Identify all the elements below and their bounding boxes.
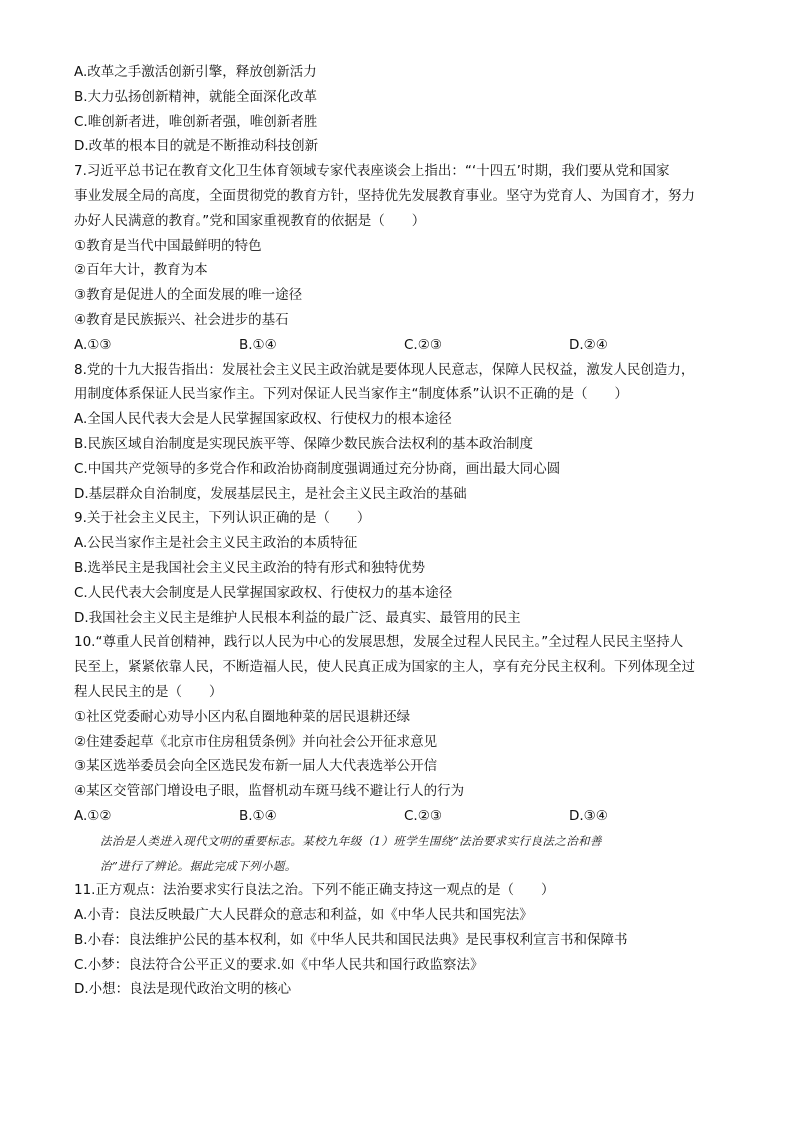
q10-stem-line-2: 民至上，紧紧依靠人民，不断造福人民，使人民真正成为国家的主人，享有充分民主权利。下列体现全过: [74, 659, 695, 676]
q7-item-4: ④教育是民族振兴、社会进步的基石: [74, 311, 289, 328]
q11-option-c: C.小梦：良法符合公平正义的要求.如《中华人民共和国行政监察法》: [74, 956, 484, 973]
q9-option-c: C.人民代表大会制度是人民掌握国家政权、行使权力的基本途径: [74, 584, 453, 601]
q11-option-d: D.小想：良法是现代政治文明的核心: [74, 981, 292, 998]
q10-choice-a: A.①②: [74, 807, 112, 824]
q10-choice-c: C.②③: [404, 807, 442, 824]
material-line-1: 法治是人类进入现代文明的重要标志。某校九年级（1）班学生围绕“法治要求实行良法之治和善: [100, 833, 602, 848]
q8-stem-line-2: 用制度体系保证人民当家作主。下列对保证人民当家作主“制度体系”认识不正确的是（ ）: [74, 386, 628, 403]
q11-option-a: A.小青：良法反映最广大人民群众的意志和利益，如《中华人民共和国宪法》: [74, 907, 533, 924]
q11-stem: 11.正方观点：法治要求实行良法之治。下列不能正确支持这一观点的是（ ）: [74, 882, 555, 899]
q6-option-c: C.唯创新者进，唯创新者强，唯创新者胜: [74, 113, 318, 130]
q7-choice-a: A.①③: [74, 336, 112, 353]
q9-option-b: B.选举民主是我国社会主义民主政治的特有形式和独特优势: [74, 559, 426, 576]
q8-option-b: B.民族区域自治制度是实现民族平等、保障少数民族合法权利的基本政治制度: [74, 435, 534, 452]
q7-item-3: ③教育是促进人的全面发展的唯一途径: [74, 287, 303, 304]
q7-choice-d: D.②④: [569, 336, 608, 353]
q10-item-3: ③某区选举委员会向全区选民发布新一届人大代表选举公开信: [74, 758, 438, 775]
q9-option-d: D.我国社会主义民主是维护人民根本利益的最广泛、最真实、最管用的民主: [74, 609, 521, 626]
material-line-2: 治”进行了辨论。据此完成下列小题。: [100, 858, 297, 873]
q11-option-b: B.小春：良法维护公民的基本权利，如《中华人民共和国民法典》是民事权利宣言书和保障书: [74, 931, 628, 948]
exam-page: [74, 60, 734, 1002]
q8-option-a: A.全国人民代表大会是人民掌握国家政权、行使权力的根本途径: [74, 411, 452, 428]
q7-stem-line-3: 办好人民满意的教育。”党和国家重视教育的依据是（ ）: [74, 212, 426, 229]
q6-option-b: B.大力弘扬创新精神，就能全面深化改革: [74, 88, 318, 105]
q8-option-c: C.中国共产党领导的多党合作和政治协商制度强调通过充分协商，画出最大同心圆: [74, 460, 561, 477]
q7-item-2: ②百年大计，教育为本: [74, 262, 208, 279]
q7-item-1: ①教育是当代中国最鲜明的特色: [74, 237, 262, 254]
q10-item-1: ①社区党委耐心劝导小区内私自圈地种菜的居民退耕还绿: [74, 708, 411, 725]
q7-choice-b: B.①④: [239, 336, 277, 353]
q9-stem: 9.关于社会主义民主，下列认识正确的是（ ）: [74, 510, 371, 527]
q10-choices: [74, 804, 734, 829]
q8-option-d: D.基层群众自治制度，发展基层民主，是社会主义民主政治的基础: [74, 485, 467, 502]
q6-option-a: A.改革之手激活创新引擎，释放创新活力: [74, 64, 317, 80]
q8-stem-line-1: 8.党的十九大报告指出：发展社会主义民主政治就是要体现人民意志，保障人民权益，激发人民创造力，: [74, 361, 695, 378]
q10-item-2: ②住建委起草《北京市住房租赁条例》并向社会公开征求意见: [74, 733, 438, 750]
q7-stem-line-1: 7.习近平总书记在教育文化卫生体育领域专家代表座谈会上指出：“‘十四五’时期，我们要从党和国家: [74, 163, 670, 180]
q10-stem-line-1: 10.“尊重人民首创精神，践行以人民为中心的发展思想，发展全过程人民民主。”全过程人民民主坚持人: [74, 634, 684, 651]
q6-option-d: D.改革的根本目的就是不断推动科技创新: [74, 138, 319, 155]
q10-choice-b: B.①④: [239, 807, 277, 824]
q7-choices: [74, 333, 734, 358]
q7-stem-line-2: 事业发展全局的高度，全面贯彻党的教育方针，坚持优先发展教育事业。坚守为党育人、为国育才，努力: [74, 187, 695, 204]
q10-stem-line-3: 程人民民主的是（ ）: [74, 683, 223, 700]
q9-option-a: A.公民当家作主是社会主义民主政治的本质特征: [74, 535, 358, 552]
q10-item-4: ④某区交管部门增设电子眼，监督机动车斑马线不避让行人的行为: [74, 783, 465, 800]
q10-choice-d: D.③④: [569, 807, 608, 824]
q7-choice-c: C.②③: [404, 336, 442, 353]
